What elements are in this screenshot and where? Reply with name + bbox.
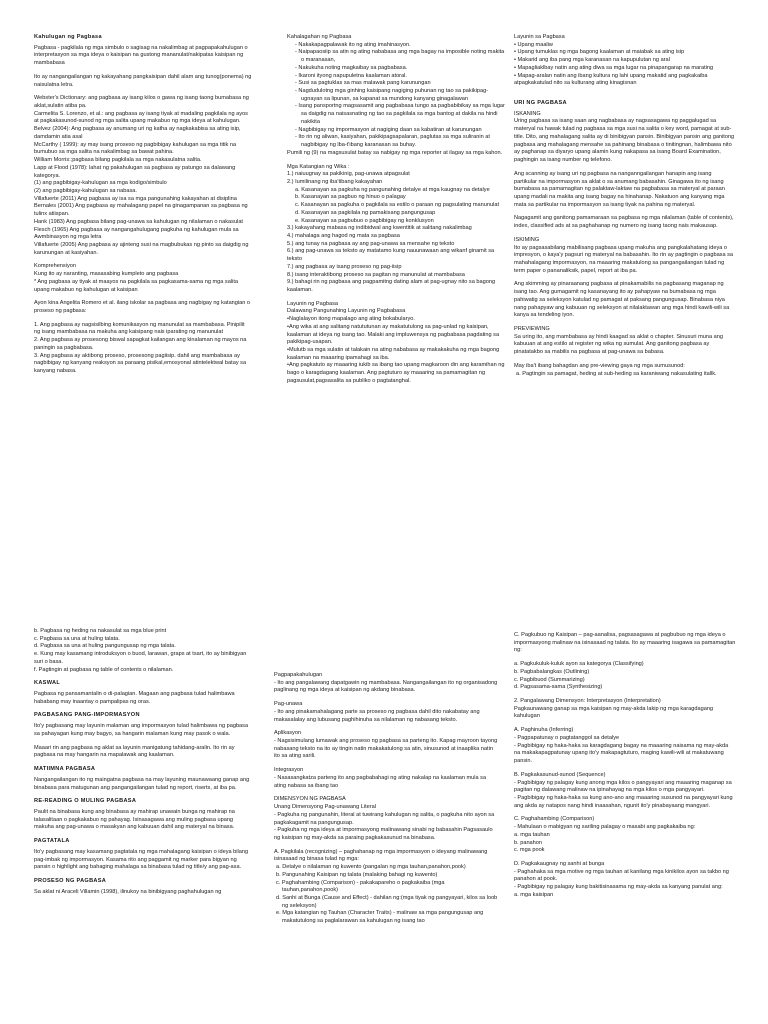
dimensyon-heading: DIMENSYON NG PAGBASA <box>274 796 346 803</box>
kaswal-heading: KASWAL <box>34 680 61 687</box>
list-item: - Nagdudulotng mga ginhing kaisipang nagiging puhunan ng tao sa pakikipag-ugnayan sa lipunan, sa kapanat sa mundong kanyang ginagalawan <box>295 88 489 102</box>
list-item: - Nakakapagpalawak ito ng ating imahinasyon. <box>295 41 411 48</box>
list-item: • Mapag-aralan natin ang ibang kultura ng lahi upang makatid ang pagkakaiba atpagkakatulad nito sa kulturang ating kinagisnan <box>514 72 708 87</box>
matiiman-heading: MATIIMNA PAGBASA <box>34 766 96 773</box>
list-item: f. Pagtingin at pagbasa ng table of contents o nilalaman. <box>34 666 174 673</box>
list-item: e. Mga katangian ng Tauhan (Character Traits) - malinaw sa mga pangungusap ang makatutulong sa paglalarawan sa kahulugan ng isang tao <box>276 910 484 925</box>
paragraph: Ito'y pagbasang may layunin malaman ang impormasyon tulad halimbawa ng pagbasa sa pahayagan kung may bagyo, sa hangarin malaman kung may pasok o wala. <box>34 723 249 737</box>
paragraph: Ayon kina Angelita Romero et al. ilang iskolar sa pagbasa ang nagbigay ng katangian o proseso ng pagbasa: <box>34 300 251 314</box>
column-3 <box>514 34 736 594</box>
katangian-heading: Mga Katangian ng Wika : <box>287 163 350 170</box>
paragraph: Maaari rin ang pagbasa ng aklat sa layunin manigatung tahidang-aralin. Ito rin ay pagbasa na may hangarin na mapalawak ang kaalaman. <box>34 744 235 759</box>
list-item: - Pagbibigay ng haka-haka sa karagdagang bagay na maaaring naisama ng may-akda na makakapagpatunay upang ito'y makapagtuturo, maging kawili-wili at makatuwang pansin. <box>514 742 729 765</box>
list-item: 4.) mahalaga ang hagod ng mata sa pagbasa <box>287 232 400 239</box>
definition: Villafuerte (2011) Ang pagbasa ay isa sa mga pangunahing kakayahan at disiplina <box>34 195 237 202</box>
definition: (2) ang pagbibigay-kahulugan sa nabasa. <box>34 187 137 194</box>
list-item: • Upang maaliw <box>514 41 553 48</box>
list-item: 8.) isang interaktibong proseso sa pagitan ng manunulat at mambabasa <box>287 271 465 278</box>
list-item: c. mga pook <box>514 847 545 854</box>
iskiming-heading: ISKIMING <box>514 236 540 243</box>
paragraph: Pagkaunawang ganap sa mga kaisipan ng may-akda lakip ng mga karagdagang kahulugan <box>514 705 714 720</box>
list-item: 3.) kakayahang mabasa ng indibidwal ang kwentitik at salitang nakalimbag <box>287 225 472 232</box>
list-item: - Pagbibigay ng haka-haka sa kung ano-ano ang maaaring susunod na pangyayari kung ang akda ay natapos nang hindi inaasahan, ngunit ito'y pinabayaang mangyari. <box>514 794 733 809</box>
list-item: c. Pagbasa sa una at huling talata. <box>34 635 120 642</box>
iskaning-heading: ISKANING <box>514 110 541 117</box>
list-item: •Naglalayon itong mapalago ang ating bokabularyo. <box>287 316 415 323</box>
paragraph: Nangangailangan ito ng maingatna pagbasa na may layuning maunawaang ganap ang binabasa para matugunan ang pangangailangan tulad ng report, riserts, at iba pa. <box>34 776 250 791</box>
list-item: • Makarid ang iba pang mga karanasan na kapupulutan ng aral <box>514 57 670 64</box>
paragraph: - Pagkuha ng mga ideya at impormasyong malinawang sinabi ng babasahin Pagsasaulo ng kaisipan ng may-akda sa paraing pagkakasunud na binabasa. <box>274 827 493 841</box>
layunin-subheading: Dalawang Pangunahing Layunin ng Pagbabasa <box>287 308 406 315</box>
list-item: •Mulutb sa mga sulatin at talakain na ating nababasa ay makakakuha ng mga bagong kaalaman na maaaring ipamahagi sa iba. <box>287 347 500 361</box>
paragraph: Ito ay pagsasabilang mabilisang pagbasa upang makuha ang pangkalahatang ideya o impresyon, o kaya'y pagsuri ng materyal na babasahin. Ito rin ay pagtingin o pagbasa sa mahahalagang impormasyon, na maaaring makatulong sa pangangailangan tulad ng term paper o pananaliksik, papel, report at iba pa. <box>514 244 734 274</box>
pagunawa-heading: Pag-unawa <box>274 701 303 708</box>
paragraph: * Ang pagbasa ay tiyak at maayos na pagkilala sa pagkasama-sama ng mga salita upang makabuo ng kahulugan at kaisipan <box>34 278 238 293</box>
list-item: a. Pagkukuluk-kuluk ayon sa kategorya (Classifying) <box>514 661 644 668</box>
pagtatala-heading: PAGTATALA <box>34 838 70 845</box>
paragraph: Sa aklat ni Araceli Villamin (1998), ilinukoy na binibigyang paghahulugan ng <box>34 888 222 895</box>
rereading-heading: RE-READING O MULING PAGBASA <box>34 798 137 805</box>
definition: Webster's Dictionary: ang pagbasa ay isang kilos o gawa ng isang taong bumabasa ng aklat,sulatin atiba pa. <box>34 95 249 110</box>
list-item: d. Sanhi at Bunga (Cause and Effect) - dahilan ng:(mga tiyak ng pangyayari, kilos sa loob ng seleksyon) <box>276 894 498 909</box>
paragraph: - Ito ang pinakamahalagang parte sa proseso ng pagbasa dahil dito nakabatay ang makasalalay ang lubusang paghihinuha sa nilalaman ng nabasang teksto. <box>274 708 480 723</box>
list-item: - Naipapaosiip sa atin ng ating nababasa ang mga bagay na imposible noting makita o maranasan, <box>295 49 505 64</box>
list-item: 5.) ang tunay na pagbasa ay ang pag-unawa sa mensahe ng teksto <box>287 240 455 247</box>
list-item: b. Kasanayan sa pagbuo ng hinuo o palagay <box>295 194 406 201</box>
paragraph: Ito'y pagbasang may kasamang pagtatala ng mga mahalagang kaisipan o ideya bilang pag-imbak ng impormasyon. Kasama rito ang paggamit ng marker para bigyan ng pansin o highlight ang bahaging mahalaga sa binabasa tulad ng title/y ang pag-asa. <box>34 848 249 871</box>
proseso-heading: PROSESO NG PAGBASA <box>34 877 107 884</box>
list-item: c. Kasanayan sa pagkuha o pagkilala sa estilo o paraan ng pagsulating manunulat <box>295 202 500 209</box>
list-item: - Pagbibigay ng palagay kung anong mga kilos o pangyayari ang maaaring maganap sa pagitan ng dalawang malinaw na ipinahayag na mga kilos o mga pangyayari. <box>514 779 732 794</box>
sequence-heading: B. Pagkakasunud-sunod (Sequence) <box>514 771 606 778</box>
list-item: - Isang pansportng magsasamit ang pagbabasa tungo sa pagbabibikay sa mga lugar sa daigdig na naisasnating ng tao sa pagkilala sa mga bantog at dakila na hindi nakikita <box>295 103 505 125</box>
definition: McCarthy ( 1999): ay may isang proseso ng pagbibigay kahulugan sa mga titik na bumubuo sa mga salita na nakalimbag sa bawat pahina. <box>34 141 237 156</box>
list-item: b. Pagbasa ng heding na nakasulat sa mga blue print <box>34 628 167 634</box>
pagpapakahulugan-heading: Pagpapakahulugan <box>274 672 323 678</box>
list-item: - Pagbibigay ng palagay kung bakitisinasama ng may-akda sa kanyang panulat ang: <box>514 884 723 891</box>
list-item: - Mahulaan o mabigyan ng sariling palagay o masabi ang pagkakaiba ng: <box>514 824 696 831</box>
paragraph: Ang skimming ay pinaraanang pagbasa at pinakamabilis na pagbasang maganap ng isang tao. Ang gumagamit ng kasanayang ito ay pahapyaw na bumabasa ng mga pahiwatig sa seleksyon katulad ng pamagat at paksang pangungusap. Binabasa niya nang pahapyaw ang kabuuan ng seleksyon at nilalaktawan ang mga hindi kawili-wili sa kanya sa tendeling iyon. <box>514 281 730 319</box>
uri-heading: URI NG PAGBASA <box>514 100 567 107</box>
definition: Villafuerte (2005) Ang pagbasa ay ajinteng susi na magbubukas ng pinto sa daigdig ng karunungan at kasiyahan. <box>34 241 249 256</box>
definition: Hank (1983) Ang pagbasa bilang pag-unawa sa kahulugan ng nilalaman o nakasulat <box>34 218 243 225</box>
list-item: b. panahon <box>514 839 542 846</box>
list-item: e. Kung may kasamang introduksyon o buod, larawan, graps at tsart, ito ay binibigyan suri o basa. <box>34 651 247 665</box>
list-item: 3. Ang pagbasa ay aktibong proseso, prosesong pagiisip. dahil ang mambabasa ay nagbibigay ng kanyang reaksyon sa paraang pisikal,emosyonal atintelektwal batay sa kanyang nabasa. <box>34 352 247 375</box>
column-1 <box>34 34 252 534</box>
list-item: • Upang tumuklas ng mga bagong kaalaman at maiabak sa ating isip <box>514 49 685 56</box>
paragraph: Ang scanning ay isang uri ng pagbasa na nanganngailangan hanapin ang isang partikular na impormasyon sa aklat o sa anumang babasahin. Ginagawa ito ng isang bumabasa sa pamamagitan ng palaktaw-laktaw na pagbabasa sa materyal at paraan upang madali na makita ang isang bagay na hinahanap. Nakatuon ang kanyang mga mata sa partikular na impormasyon sa isang tiyak na pahina ng materyal. <box>514 170 725 208</box>
paghinuha-heading: A. Paghinuha (Inferring) <box>514 727 574 734</box>
list-item: - Nakukuha noting magkaibay sa pagbabasa. <box>295 64 408 71</box>
list-item: 1.) naiuugnay sa pakikinig, pag-unawa atpagsulat <box>287 171 410 178</box>
paragraph: Nagagamit ang ganitong pamamaraan sa pagbasa ng mga nilalaman (table of contents), index, classified ads at sa paghahanap ng numero ng isang taong nais makausap. <box>514 215 734 230</box>
definition: Flesch (1965) Ang pagbasa ay nangangahulugang pagkuha ng kahulugan mula sa Awmbinasyon ng mga letra <box>34 226 239 241</box>
column-6 <box>514 632 736 1024</box>
komprehensiyon-heading: Komprehensiyon <box>34 263 76 270</box>
layunin-sa-pagbasa-heading: Layunin sa Pagbasa <box>514 34 565 40</box>
definitions-list <box>34 95 252 257</box>
paragraph: C. Pagkubuo ng Kaisipan – pag-aanalisa, pagsasagawa at pagbubuo ng mga ideya o impormasyong malinaw na isinasaad ng talata. Ito ay maaaring isagawa sa pamamagitan ng: <box>514 632 736 654</box>
list-item: - Ikaroni ityong napupuletna kaalaman atoral. <box>295 72 407 79</box>
column-4 <box>34 628 252 1024</box>
list-item: a. Kasanayan sa pagkuha ng pangunahing detalye at mga kaugnay na detalye <box>295 186 490 193</box>
comparison-heading: C. Paghahambing (Comparison) <box>514 816 595 823</box>
list-item: e. Kasanayan sa pagbubuo o pagbibigay ng konklusyon <box>295 217 434 224</box>
paragraph: Sa uring ito, ang mambabasa ay hindi kaagad sa aklat o chapter. Sinusuri muna ang kabuuan at ang estilo at register ng wika ng sumulat. Ang ganitong pagbasa ay pinatatakbo sa mabilis na pagbasa at pag-unawa sa babasa. <box>514 333 723 356</box>
definition: Bernales (2001) Ang pagbasa ay mahalagang papel na ginagampanan sa pagbasa ng tulinx atiispan. <box>34 203 248 218</box>
previewing-heading: PREVIEWING <box>514 326 550 332</box>
definition: Lapp at Flood (1978): lahat ng pakahulugan sa pagbasa ay patungo sa dalawang kategorya. <box>34 164 236 179</box>
column-5 <box>274 672 498 1024</box>
paragraph: May iba't ibang bahagdan ang pre-viewing gaya ng mga sumusunod: <box>514 362 685 369</box>
paragraph: - Nagsisimulang lumawak ang proseso ng pagbasa sa parteng ito. Kapag mayroon tayong nabasang teksto na ito ay tingin natin makakatulong sa atin, sinusunod at inaaplika natin ito sa ating sarili. <box>274 738 498 760</box>
list-item: a. Pagtingin sa pamagat, heding at sub-heding sa karaniwang nakasulating itallk. <box>516 370 717 377</box>
list-item: a. Detalye o nilalaman ng kuwento (pangalan ng mga tauhan,panahon,pook) <box>276 864 466 871</box>
list-item: d. Pagsasama-sama (Synthesizing) <box>514 684 603 691</box>
list-item: b. Pagbabalangkas (Outlining) <box>514 668 590 675</box>
paragraph: Pumili ng (9) na magsusulat batay sa nabigay ng mga reporter at ilagay sa mga kahon. <box>287 149 503 156</box>
kahalagahan-heading: Kahalagahan ng Pagbasa <box>287 34 352 40</box>
list-item: 2.) Iumilinang ng iba'tibang kakayahan <box>287 178 383 185</box>
paragraph: Paulit na binabasa kung ang binabasa ay mahirap unawain bunga ng mahirap na talasalitaan o pagkakabuo ng pahayag. Isinasagawa ang muling pagbasa upang makuha ang pag-unawa o masakyan ang kabuuan dahil ang materyal na binasa. <box>34 808 235 831</box>
list-item: - Paghahaka sa mga motive ng mga tauhan at kanilang mga kinikilos ayon sa takbo ng panahon at pook. <box>514 868 729 883</box>
paragraph: Pagbasa ng pansamantalin o di-palagian. Magaan ang pagbasa tulad halimbawa hababang may inaantay o pampalipas ng oras. <box>34 691 235 705</box>
paragraph: - Ito ang pangalawang dapatgawin ng mambabasa. Nangangailangan ito ng organisadong paglinang ng mga ideya at kaisipan ng akdang binabasa. <box>274 679 498 694</box>
list-item: - Ito rin ng aliwan, kasiyahan, pakikipagsapalaran, paglutas sa mga suliranin at nagbibigay ng lba-t'ibang karanasan sa buhay. <box>295 134 490 149</box>
kahulugan-heading: Kahulugan ng Pagbasa <box>34 34 102 40</box>
list-item: b. Pangunahing Kaisipan ng talata (malaking bahagi ng kuwento) <box>276 871 438 878</box>
dimensyon-subheading: Unang Dimensyong Pag-unawang Literal <box>274 804 376 811</box>
list-item: •Ang pagkatuto ay maaaring iukib sa ibang tao upang magkaroon din ang karamihan ng bago o karagdagang kaalaman. Ang pagtuturo ay maaaring sa pamamagitan ng pagsusulat,pagsasalita sa publiko o pagtatanghal. <box>287 362 505 384</box>
definition: Carmelita S. Lorenzo, et al.: ang pagbasa ay isang tiyak at madaling pagkilala ng ayos at pagkakasunod-sunod ng mga salita upang makabuo ng mga ideya at kahulugan. <box>34 110 248 125</box>
aplikasyon-heading: Aplikasyon <box>274 730 302 737</box>
list-item: 1. Ang pagbasa ay nagsisilbing komunikasyon ng manunulat sa mambabasa. Pinipilit ng isang mambabasa na makuha ang kaisipang nais iparating ng manunulat <box>34 321 245 336</box>
definition: (1) ang pagbibigay-kahulugan sa mga kodigo/simbulo <box>34 180 167 187</box>
list-item: 2. Ang pagbasa ay prosesong biswal sapagkat kailangan ang kinalaman ng mayos na paningin sa pagbabasa. <box>34 337 247 351</box>
list-item: • Mapagliaklbay natin ang ating diwa sa mga lugar na pinapangarap na marating <box>514 64 714 71</box>
list-item: c. Pagbibuod (Summarizing) <box>514 676 585 683</box>
list-item: 7.) ang pagbasa ay isang proseso ng pag-iisip <box>287 263 402 270</box>
paragraph: - Pagkuha ng pangunahin, literal at tuwirang kahulugan ng salita, o pagkuha nito ayon sa pagkakagamit na pangungusap. <box>274 811 495 826</box>
list-item: - Nagbibigay ng impormasyon at nagiging daan sa kabatiran at karunungan <box>295 126 482 133</box>
list-item: - Susi sa pagtuklas sa mas malawak pang karunungan <box>295 80 431 87</box>
column-2 <box>287 34 505 594</box>
definition: Belvez (2004): Ang pagbasa ay anumang uri ng katha ay nagkakabisa sa ating isip, damdamin atia asal <box>34 126 241 140</box>
integrasyon-heading: Integrasyon <box>274 767 304 774</box>
list-item: d. Pagbasa sa una at huling pangungusap ng mga talata. <box>34 643 176 650</box>
impormasyon-heading: PAGBASANG PANG-IMPORMASYON <box>34 712 140 719</box>
paragraph: Uring pagbasa sa isang saan ang nagbabasa ay nagsasagawa ng paggalugad sa materyal na hawak tulad ng pagbasa sa mga susi na salita o key word, pamagat at sub-title. Dito, ang mahalagang salita ay di binibigyan pansin. Binibigyan pansin ang ganitong pagbasa ang mahalagang mensahe sa pahinang binabasa o tinitingnan, halimbawa nito ay paghanap sa diyaryo upang alamin kung nakapasa sa isang Board Examination, paghingin sa isang number ng telefono. <box>514 118 735 164</box>
paragraph: Pagbasa - pagkilala ng mga simbulo o sagisag na nakalimbag at pagpapakahulugan o interpretasyon sa mga ideya o kaisipan na gustong mananulat/nakipatas kaisipan ng mambabasa <box>34 44 248 67</box>
list-item: •Ang wika at ang salitang natututunan ay makatutulong sa pag-unlad ng kaisipan, kaalaman at ideya ng isang tao. Malaki ang impluwensya ng pagbabasa pagdating sa pakikipag-usapan. <box>287 323 500 346</box>
list-item: 9.) bahagi rin ng pagbasa ang pagpamitng dating alam at pag-ugnay nito sa bagong kaalaman. <box>287 279 496 293</box>
list-item: 6.) ang pag-unawa sa teksto ay matatamo kung nauunawaan ang wikanf ginamit sa teksto <box>287 248 495 263</box>
paragraph: - Nasasangkatza parteng ito ang pagbabahagi ng ating nakalap na kaalaman mula sa ating nabasa sa ibang tao <box>274 774 487 789</box>
definition: William Morris:;pagbasa bilang pagkilala sa mga nakasulatna salita. <box>34 157 202 164</box>
list-item: c. Paghahambing (Comparison) - pakakapareho o pagkakaiba (mga tauhan,panahon,pook) <box>276 879 445 894</box>
list-item: a. mga kaisipan <box>514 891 554 898</box>
list-item: a. mga tauhan <box>514 831 550 838</box>
paragraph: Ito ay nangangailangan ng kakayahang pangkaisipan dahil alam ang tunog(ponema) ng naisulatna letra. <box>34 73 252 88</box>
paragraph: A. Pagkilala (recognizing) – paghahanap ng mga impormasyon o ideyang malinawang isinasaad ng binasa tulad ng mga: <box>274 848 488 863</box>
list-item: - Pagpapatunay o pagtatanggol sa detalye <box>514 734 620 741</box>
list-item: d. Kasanayan sa pagkilala ng pamakisang pangungusap <box>295 209 436 216</box>
sanhi-bunga-heading: D. Pagkakaugnay ng sanhi at bunga <box>514 860 605 867</box>
paragraph: Kung ito ay naranting, masasabing kumpleto ang pagbasa <box>34 271 179 278</box>
layunin-heading: Layunin ng Pagbasa <box>287 300 339 307</box>
dimension-2-heading: 2. Pangalawang Dimensyon: Interpretasyon (Interpretation) <box>514 698 661 705</box>
